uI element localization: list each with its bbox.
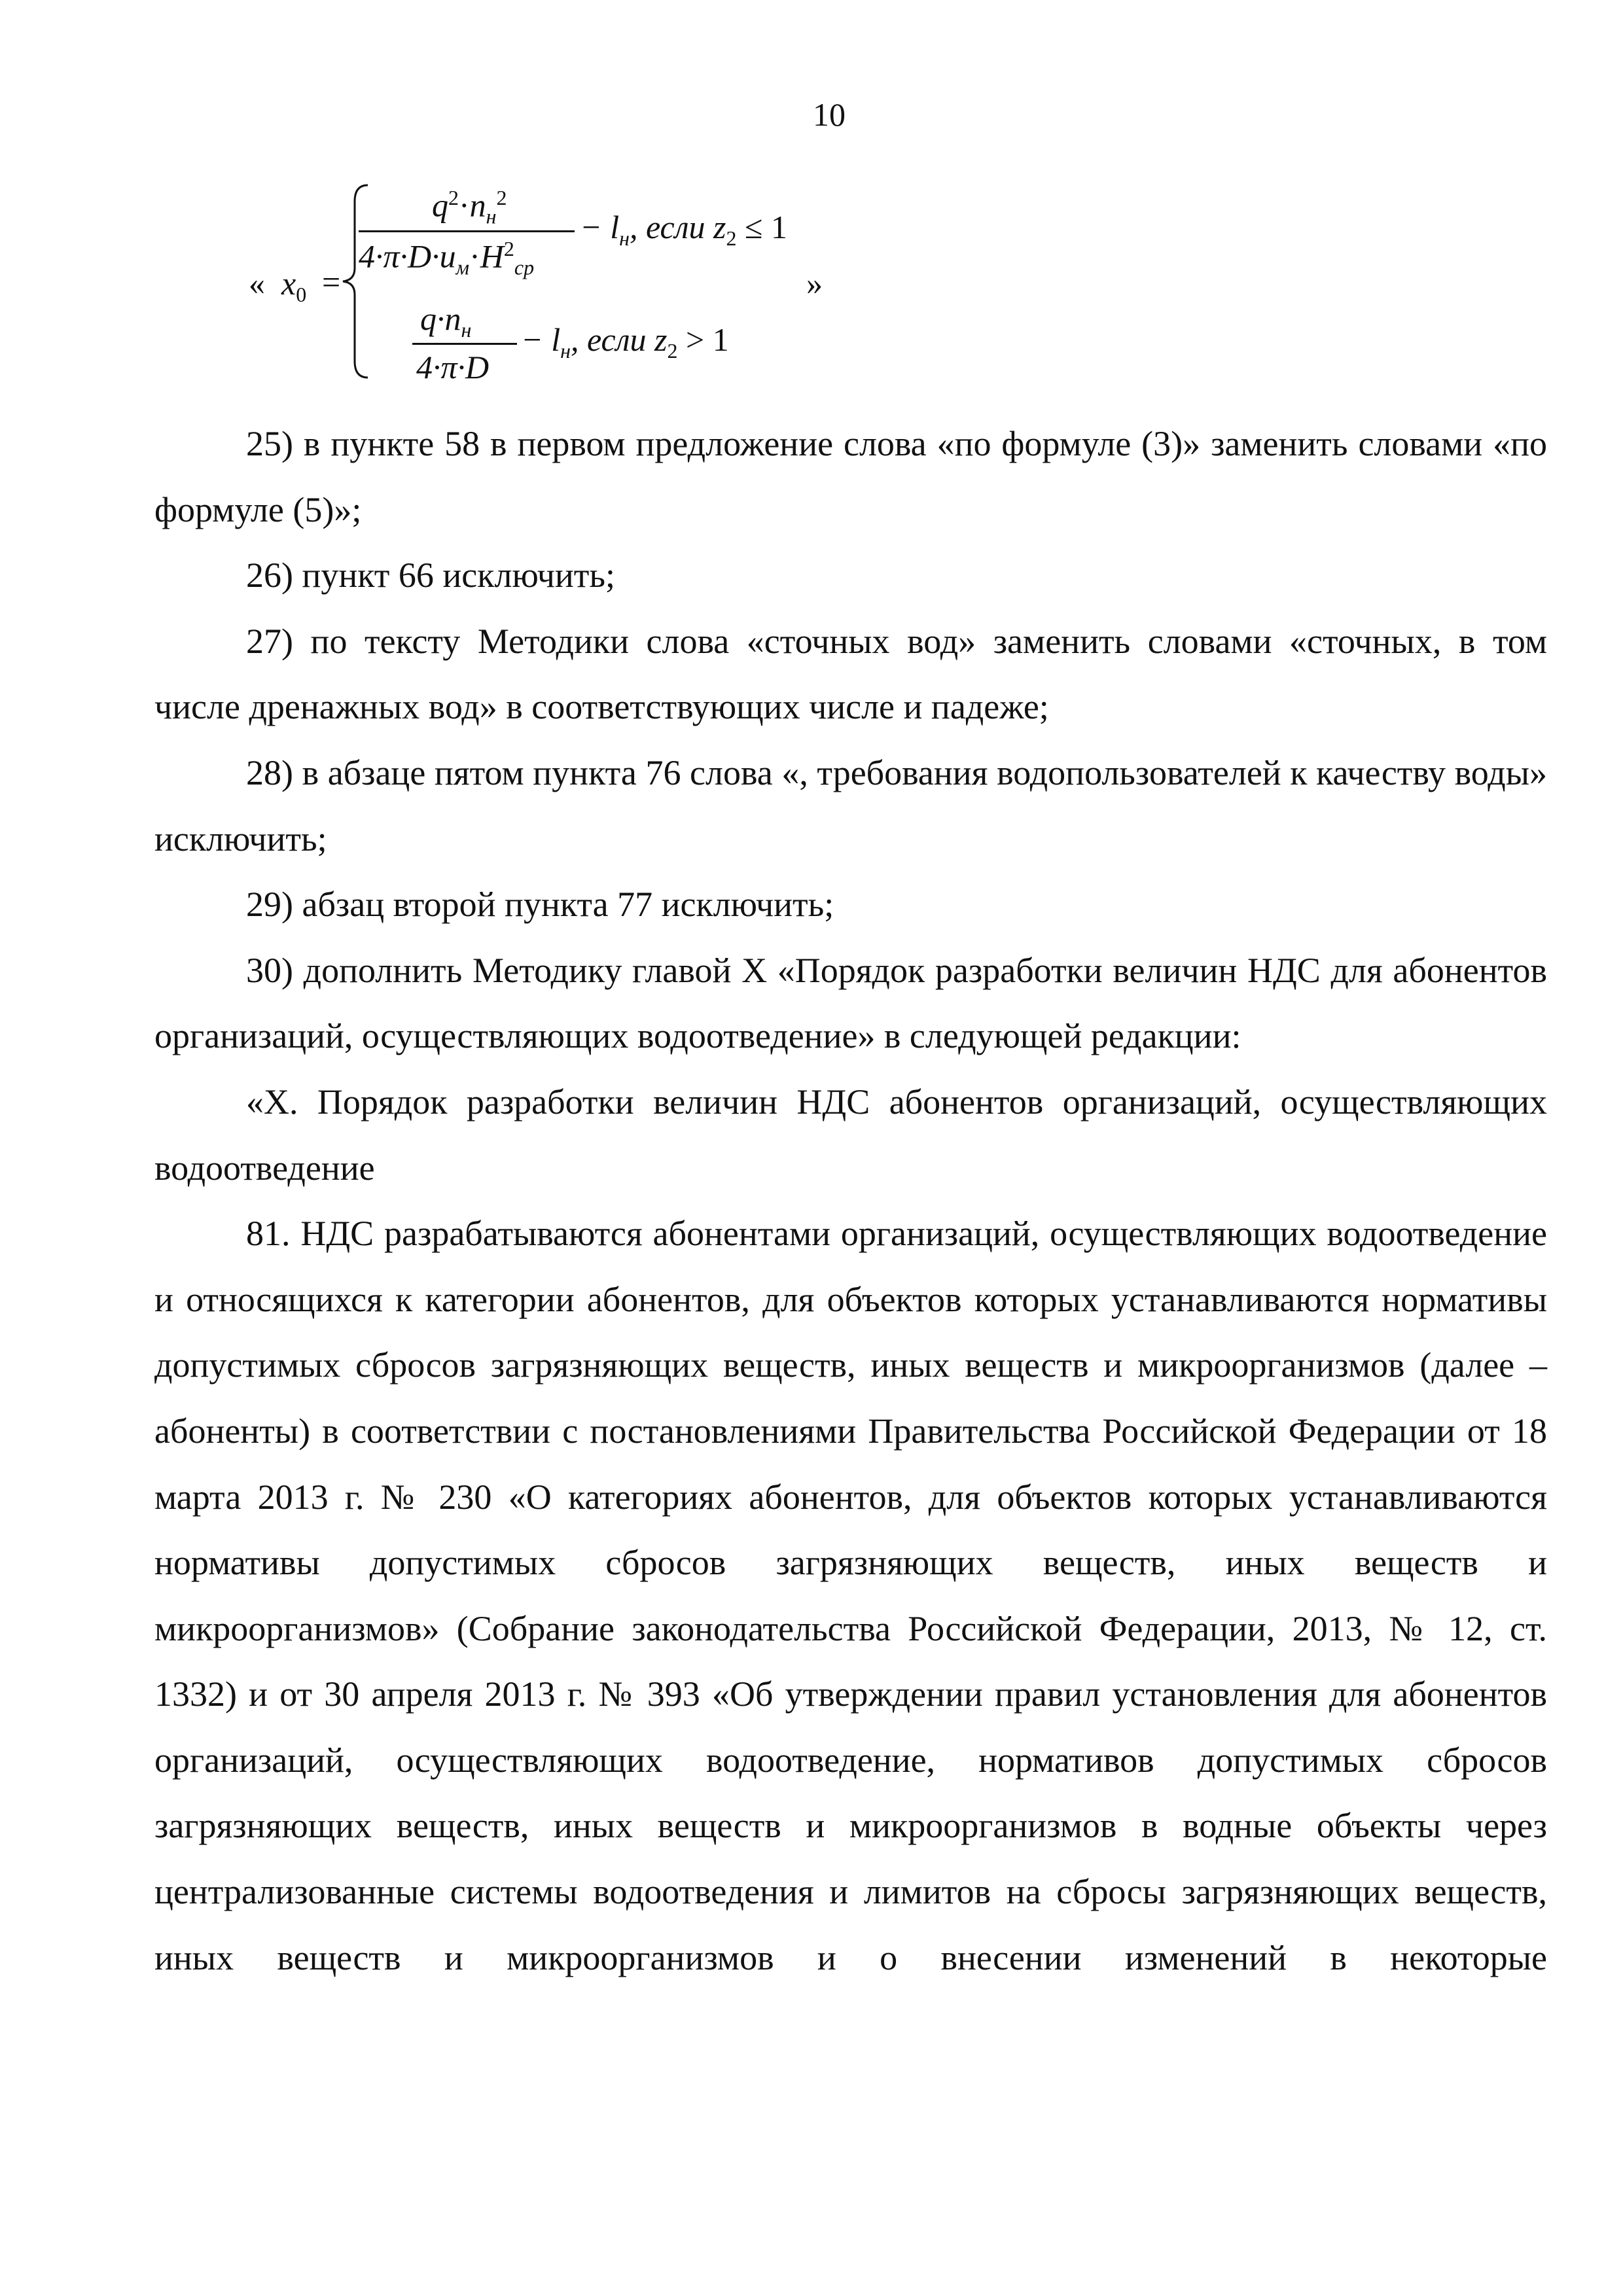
paragraph-item-26: 26) пункт 66 исключить;: [246, 556, 616, 595]
formula-case2-fraction-bar: [412, 343, 517, 345]
paragraph-item-27: 27) по тексту Методики слова «сточных вод» заменить словами «сточных, в том числе дренажных вод» в соответствующих числе и падеже;: [154, 621, 1547, 727]
paragraph-item-28: 28) в абзаце пятом пункта 76 слова «, требования водопользователей к качеству воды» исключить;: [154, 752, 1547, 858]
formula-case1-condition: − $l_н$, если $z_2 \le 1$: [580, 209, 787, 250]
formula-close-quote: »: [806, 265, 823, 302]
formula-equals: =: [322, 264, 341, 300]
formula-case1-denominator: $4\cdot\pi\cdot D\cdot u_м\cdot H^2_{ср}$: [359, 237, 535, 279]
formula-x0: [249, 171, 903, 394]
paragraph-item-29: 29) абзац второй пункта 77 исключить;: [246, 885, 834, 925]
formula-case2-denominator: 4·π·D: [416, 349, 490, 385]
paragraph-item-25: 25) в пункте 58 в первом предложение слова «по формуле (3)» заменить словами «по формуле (5)»;: [154, 424, 1547, 529]
formula-open-quote: «: [249, 265, 265, 302]
formula-case2-numerator: $q\cdot n_н$: [420, 300, 472, 342]
document-body: [154, 411, 1547, 1990]
chapter-x-heading: «X. Порядок разработки величин НДС абонентов организаций, осуществляющих водоотведение: [154, 1082, 1547, 1188]
formula-lhs: $x_0$: [281, 265, 307, 306]
formula-case1-fraction-bar: [359, 230, 575, 232]
formula-case1-numerator: $q^2\cdot n_н^2$: [432, 186, 507, 228]
formula-brace: [339, 183, 372, 380]
paragraph-item-30: 30) дополнить Методику главой X «Порядок разработки величин НДС для абонентов организаций, осуществляющих водоотведение» в следующей редакции:: [154, 950, 1547, 1056]
page-number: 10: [813, 96, 846, 133]
paragraph-item-81: 81. НДС разрабатываются абонентами организаций, осуществляющих водоотведение и относящихся к категории абонентов, для объектов которых устанавливаются нормативы допустимых сбросов загрязняющих веществ, иных веществ и микроорганизмов (далее – абоненты) в соответствии с постановлениями Правительства Российской Федерации от 18 марта 2013 г. № 230 «О категориях абонентов, для объектов которых устанавливаются нормативы допустимых сбросов загрязняющих веществ, иных веществ и микроорганизмов» (Собрание законодательства Российской Федерации, 2013, № 12, ст. 1332) и от 30 апреля 2013 г. № 393 «Об утверждении правил установления для абонентов организаций, осуществляющих водоотведение, нормативов допустимых сбросов загрязняющих веществ, иных веществ и микроорганизмов в водные объекты через централизованные системы водоотведения и лимитов на сбросы загрязняющих веществ, иных веществ и микроорганизмов и о внесении изменений в некоторые: [154, 1214, 1547, 1977]
formula-case2-condition: − $l_н$, если $z_2 > 1$: [521, 321, 729, 362]
